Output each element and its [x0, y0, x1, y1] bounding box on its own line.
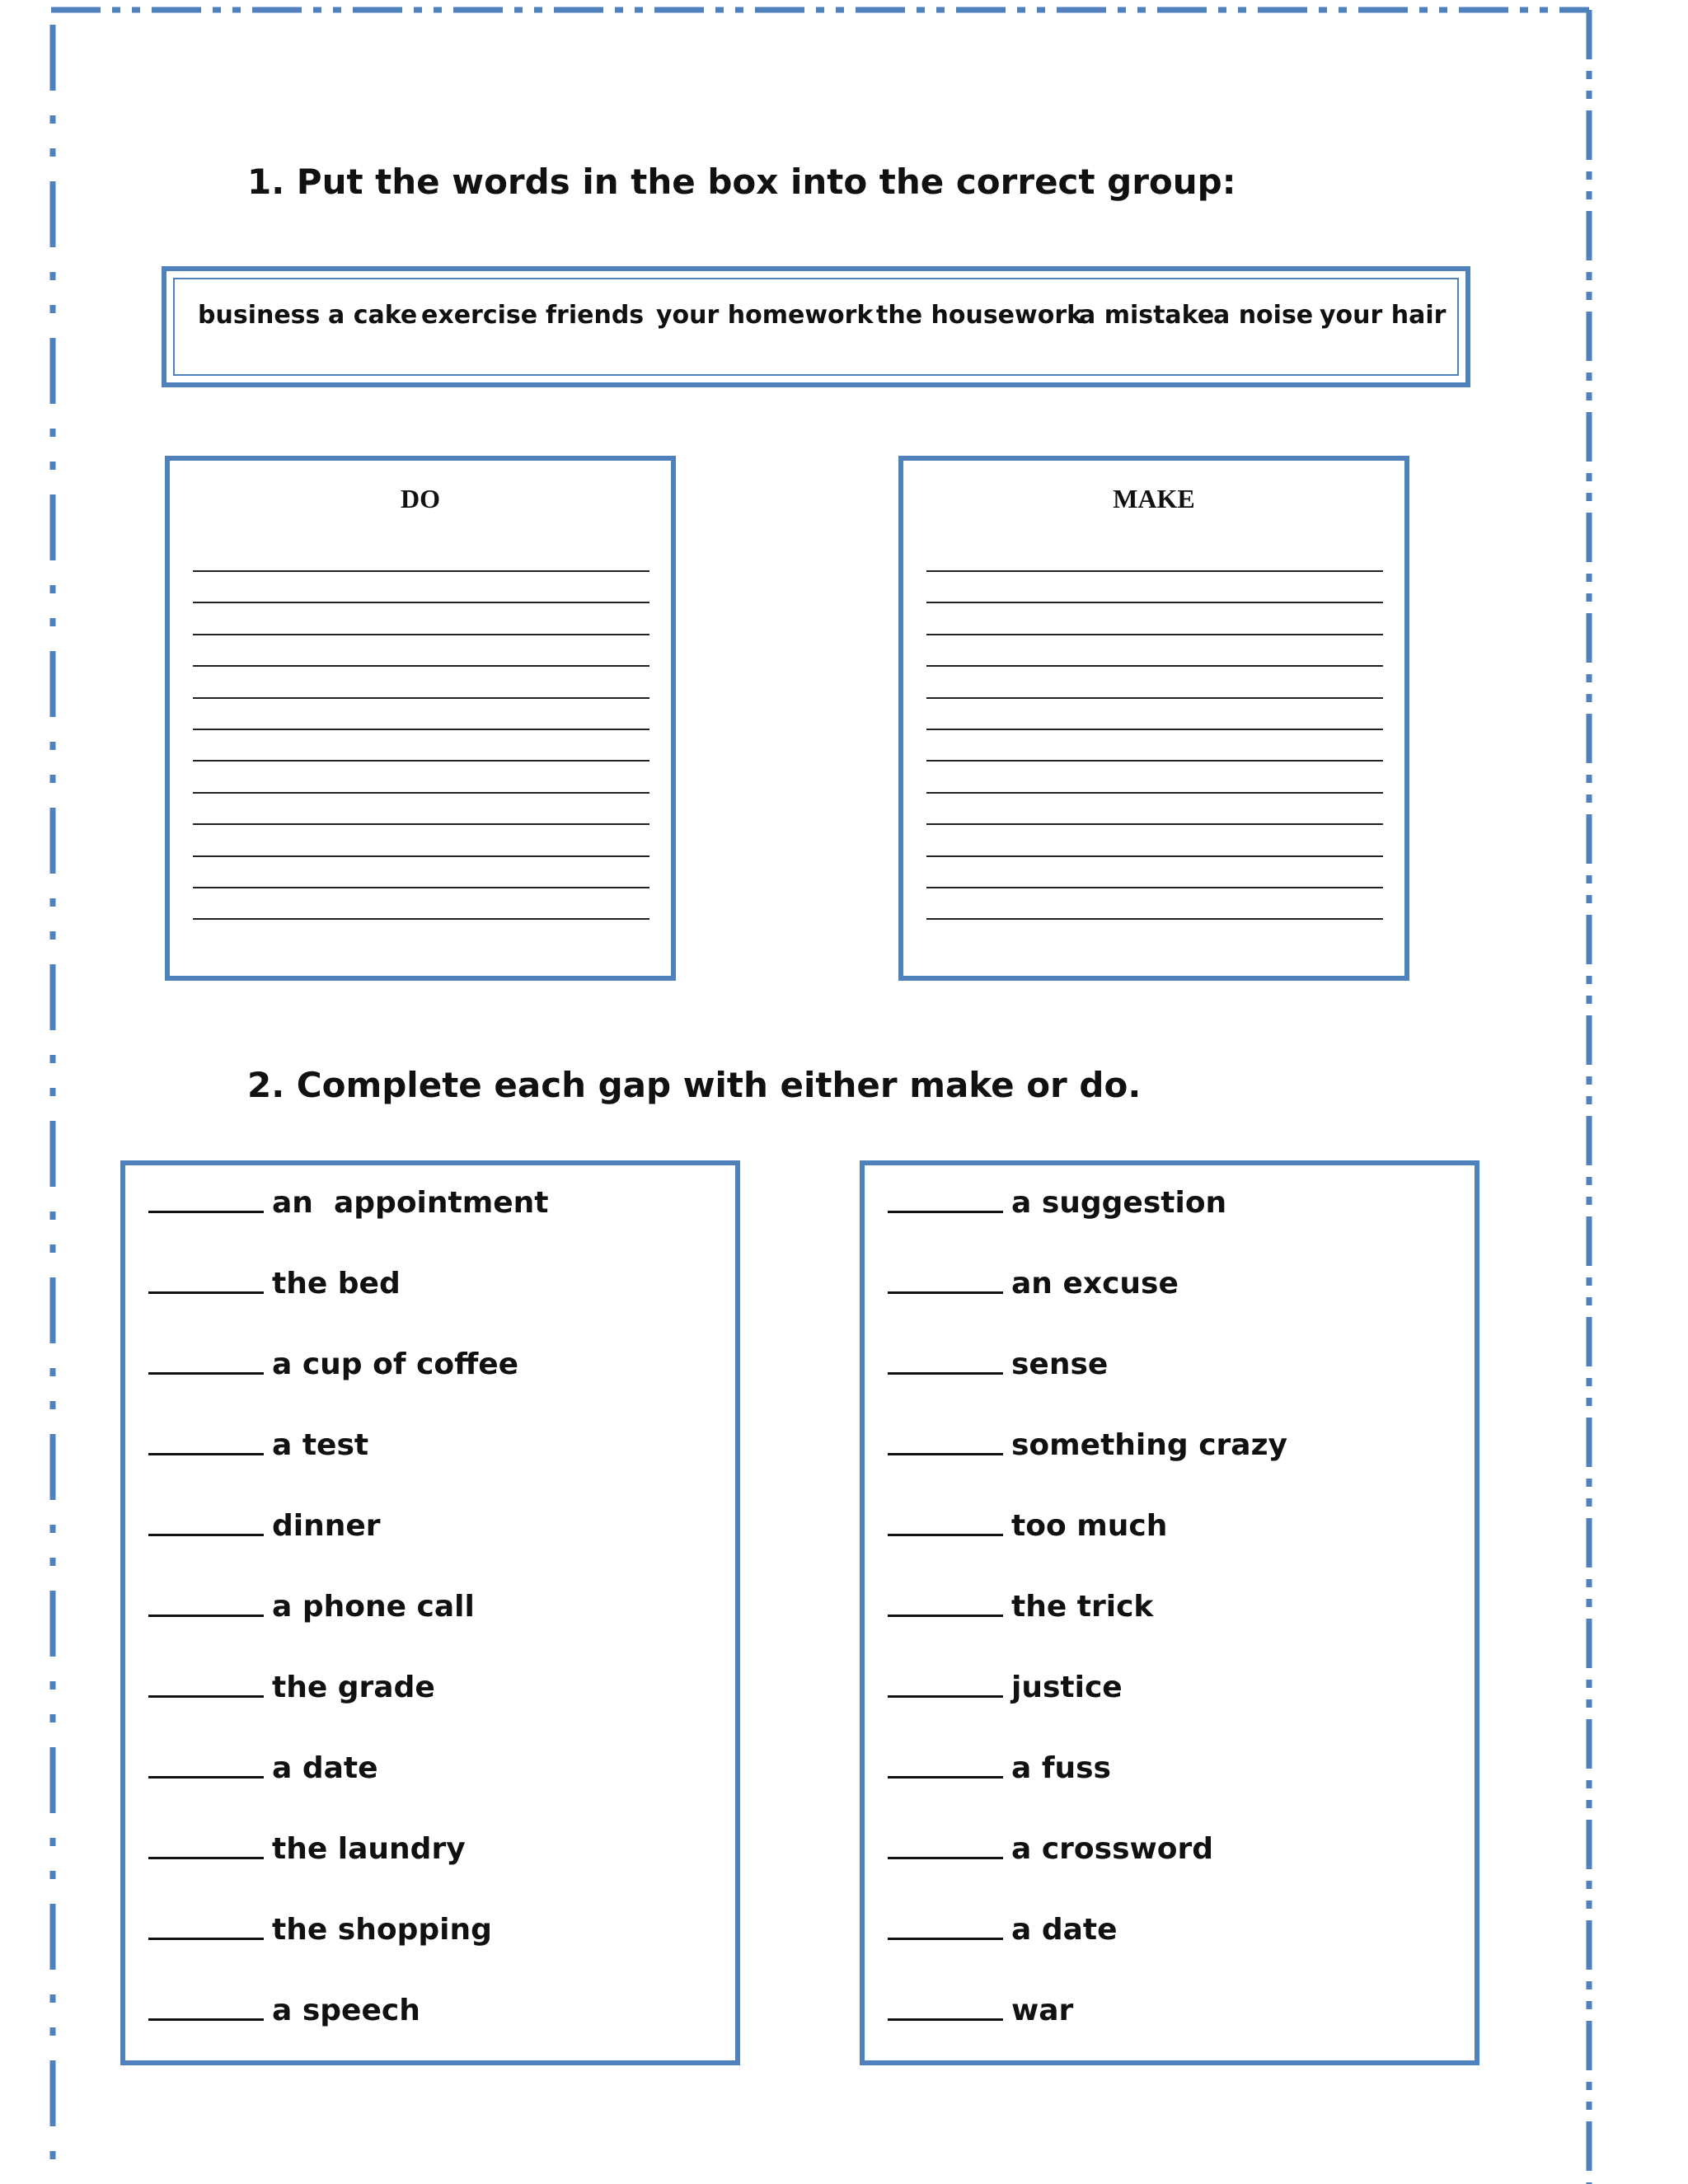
- writing-line[interactable]: [193, 792, 649, 794]
- writing-line[interactable]: [193, 634, 649, 635]
- writing-line[interactable]: [926, 792, 1383, 794]
- gap-item: [148, 1263, 401, 1299]
- word-business: business: [198, 301, 321, 330]
- word-the-housework: the housework: [876, 301, 1084, 330]
- writing-line[interactable]: [926, 729, 1383, 730]
- gap-item-text: sense: [1011, 1347, 1109, 1381]
- gap-item: [888, 1343, 1108, 1380]
- answer-blank[interactable]: [148, 1372, 264, 1375]
- answer-blank[interactable]: [148, 1938, 264, 1940]
- answer-blank[interactable]: [148, 1615, 264, 1617]
- gap-item: [148, 1505, 381, 1541]
- gap-item: [888, 1666, 1123, 1703]
- gap-item-text: something crazy: [1011, 1428, 1288, 1462]
- word-friends: friends: [546, 301, 645, 330]
- make-group-box: [898, 456, 1409, 981]
- answer-blank[interactable]: [148, 1776, 264, 1779]
- make-group-title: MAKE: [1113, 484, 1195, 513]
- gap-item: [148, 1828, 466, 1864]
- gap-item: [148, 1747, 378, 1783]
- writing-line[interactable]: [926, 918, 1383, 920]
- exercise1-heading: 1. Put the words in the box into the correct group:: [247, 162, 1236, 202]
- gap-item: [888, 1990, 1073, 2026]
- gap-item-text: dinner: [272, 1509, 381, 1543]
- gap-item: [888, 1909, 1118, 1945]
- gap-item: [148, 1182, 549, 1218]
- gap-item: [148, 1424, 368, 1460]
- word-a-cake: a cake: [328, 301, 418, 330]
- writing-line[interactable]: [193, 760, 649, 762]
- writing-line[interactable]: [926, 760, 1383, 762]
- writing-line[interactable]: [926, 570, 1383, 572]
- writing-line[interactable]: [926, 697, 1383, 699]
- gap-item-text: a test: [272, 1428, 369, 1462]
- gap-item: [148, 1909, 492, 1945]
- answer-blank[interactable]: [888, 1776, 1003, 1779]
- gap-item: [888, 1182, 1226, 1218]
- answer-blank[interactable]: [148, 1453, 264, 1455]
- gap-item: [888, 1828, 1213, 1864]
- writing-line[interactable]: [926, 634, 1383, 635]
- answer-blank[interactable]: [888, 1695, 1003, 1698]
- do-group-box: [165, 456, 676, 981]
- answer-blank[interactable]: [148, 1211, 264, 1213]
- gap-item-text: the bed: [272, 1267, 401, 1301]
- writing-line[interactable]: [193, 887, 649, 888]
- gap-item: [888, 1747, 1111, 1783]
- answer-blank[interactable]: [888, 1211, 1003, 1213]
- gap-item-text: a cup of coffee: [272, 1347, 519, 1381]
- answer-blank[interactable]: [148, 1857, 264, 1859]
- gap-item-text: a phone call: [272, 1590, 475, 1624]
- answer-blank[interactable]: [888, 1938, 1003, 1940]
- gap-item: [148, 1586, 475, 1622]
- gap-item-text: a speech: [272, 1994, 420, 2027]
- gap-item-text: justice: [1011, 1671, 1123, 1704]
- gap-item-text: the trick: [1011, 1590, 1154, 1624]
- gap-box-left: [120, 1160, 740, 2065]
- gap-box-right: [860, 1160, 1479, 2065]
- gap-item: [888, 1424, 1287, 1460]
- answer-blank[interactable]: [148, 1695, 264, 1698]
- answer-blank[interactable]: [888, 1291, 1003, 1294]
- answer-blank[interactable]: [148, 1534, 264, 1536]
- gap-item-text: a suggestion: [1011, 1186, 1227, 1220]
- gap-item-text: too much: [1011, 1509, 1168, 1543]
- answer-blank[interactable]: [148, 1291, 264, 1294]
- writing-line[interactable]: [193, 823, 649, 825]
- exercise2-heading: 2. Complete each gap with either make or do.: [247, 1065, 1142, 1105]
- word-your-hair: your hair: [1320, 301, 1447, 330]
- word-a-noise: a noise: [1213, 301, 1314, 330]
- gap-item-text: an appointment: [272, 1186, 549, 1220]
- writing-line[interactable]: [193, 570, 649, 572]
- do-group-title: DO: [401, 484, 440, 513]
- writing-line[interactable]: [193, 918, 649, 920]
- gap-item-text: an excuse: [1011, 1267, 1179, 1301]
- gap-item: [888, 1263, 1179, 1299]
- writing-line[interactable]: [193, 665, 649, 667]
- writing-line[interactable]: [193, 729, 649, 730]
- gap-item-text: war: [1011, 1994, 1074, 2027]
- gap-item: [888, 1505, 1167, 1541]
- word-exercise: exercise: [421, 301, 538, 330]
- answer-blank[interactable]: [888, 2018, 1003, 2021]
- gap-item: [148, 1343, 518, 1380]
- writing-line[interactable]: [926, 665, 1383, 667]
- writing-line[interactable]: [193, 697, 649, 699]
- word-your-homework: your homework: [656, 301, 874, 330]
- writing-line[interactable]: [926, 887, 1383, 888]
- answer-blank[interactable]: [148, 2018, 264, 2021]
- word-a-mistake: a mistake: [1079, 301, 1215, 330]
- gap-item: [148, 1666, 435, 1703]
- word-box: [162, 266, 1470, 387]
- gap-item-text: the shopping: [272, 1913, 492, 1947]
- answer-blank[interactable]: [888, 1534, 1003, 1536]
- writing-line[interactable]: [926, 823, 1383, 825]
- answer-blank[interactable]: [888, 1372, 1003, 1375]
- gap-item-text: the grade: [272, 1671, 435, 1704]
- gap-item-text: a date: [272, 1751, 378, 1785]
- gap-item-text: the laundry: [272, 1832, 466, 1866]
- answer-blank[interactable]: [888, 1857, 1003, 1859]
- writing-line[interactable]: [193, 602, 649, 603]
- writing-line[interactable]: [193, 855, 649, 857]
- gap-item-text: a date: [1011, 1913, 1118, 1947]
- gap-item-text: a fuss: [1011, 1751, 1111, 1785]
- writing-line[interactable]: [926, 602, 1383, 603]
- gap-item: [148, 1990, 420, 2026]
- gap-item: [888, 1586, 1153, 1622]
- writing-line[interactable]: [926, 855, 1383, 857]
- gap-item-text: a crossword: [1011, 1832, 1214, 1866]
- answer-blank[interactable]: [888, 1615, 1003, 1617]
- answer-blank[interactable]: [888, 1453, 1003, 1455]
